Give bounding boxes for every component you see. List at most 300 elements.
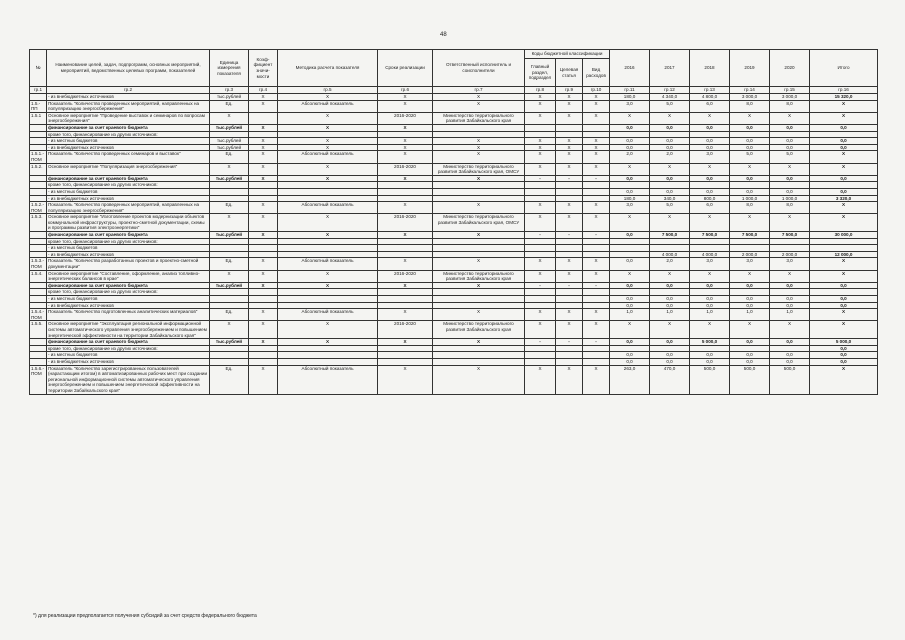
table-cell: 3,0 (610, 202, 650, 214)
table-cell: 0,0 (770, 282, 810, 289)
row-number (30, 282, 47, 289)
table-cell (810, 289, 878, 296)
table-cell: X (433, 144, 525, 151)
table-cell (278, 188, 378, 195)
table-cell: 1,0 (650, 309, 690, 321)
table-cell: 0,0 (650, 339, 690, 346)
table-cell: X (278, 321, 378, 339)
table-cell: 0,0 (650, 282, 690, 289)
table-cell (770, 345, 810, 352)
table-cell: 5,0 (650, 202, 690, 214)
row-number (30, 251, 47, 258)
table-cell (278, 358, 378, 365)
header-name: Наименование целей, задач, подпрограмм, основных мероприятий, мероприятий, ведомственных целевых программ, показателей (47, 50, 210, 87)
table-cell: X (690, 163, 730, 175)
table-cell (210, 238, 249, 245)
table-cell: X (249, 175, 278, 182)
table-cell (583, 182, 610, 189)
table-cell: 0,0 (730, 296, 770, 303)
table-cell (556, 182, 583, 189)
table-cell: - (525, 282, 556, 289)
table-cell: 0,0 (610, 302, 650, 309)
row-name: - из внебюджетных источников (47, 358, 210, 365)
table-cell (650, 238, 690, 245)
table-cell (378, 238, 433, 245)
table-cell: 0,0 (610, 138, 650, 145)
table-cell: X (378, 151, 433, 163)
table-cell: X (583, 144, 610, 151)
table-cell: Абсолютный показатель (278, 202, 378, 214)
table-cell (249, 182, 278, 189)
table-cell: 12 000,0 (810, 251, 878, 258)
table-cell (730, 289, 770, 296)
row-name: финансирование за счет краевого бюджета (47, 282, 210, 289)
header-codes: Коды бюджетной классификации (525, 50, 610, 59)
table-cell: X (210, 270, 249, 282)
table-cell: X (690, 112, 730, 124)
table-cell: 8,0 (730, 202, 770, 214)
table-cell: X (556, 144, 583, 151)
table-cell (650, 345, 690, 352)
row-number (30, 238, 47, 245)
table-cell (730, 131, 770, 138)
row-name: кроме того, финансирование из других источников: (47, 182, 210, 189)
table-cell: Министерство территориального развития Забайкальского края (433, 321, 525, 339)
table-cell: - (556, 282, 583, 289)
table-cell (525, 131, 556, 138)
table-cell: Ед. (210, 258, 249, 270)
table-cell: X (556, 100, 583, 112)
table-cell (525, 251, 556, 258)
table-cell: 3,0 (610, 100, 650, 112)
table-cell (690, 245, 730, 252)
table-cell (378, 352, 433, 359)
table-cell (378, 296, 433, 303)
table-cell: Ед. (210, 202, 249, 214)
table-cell: X (810, 309, 878, 321)
table-cell: X (378, 175, 433, 182)
table-row (30, 163, 878, 175)
table-cell: 0,0 (650, 175, 690, 182)
row-number (30, 352, 47, 359)
table-cell: 0,0 (610, 124, 650, 131)
table-cell: Министерство территориального развития Забайкальского края (433, 112, 525, 124)
table-cell: 0,0 (810, 345, 878, 352)
table-cell: X (278, 232, 378, 239)
row-number (30, 188, 47, 195)
table-cell: Ед. (210, 365, 249, 394)
table-cell (249, 358, 278, 365)
table-cell (378, 345, 433, 352)
table-cell (556, 131, 583, 138)
table-cell: 7 500,0 (730, 232, 770, 239)
row-name: Показатель "Количество проведенных семинаров и выставок" (47, 151, 210, 163)
table-cell: X (556, 112, 583, 124)
row-name: финансирование за счет краевого бюджета (47, 124, 210, 131)
table-cell: 5 000,0 (690, 339, 730, 346)
table-cell (210, 302, 249, 309)
table-cell (690, 345, 730, 352)
table-cell (278, 131, 378, 138)
table-cell (556, 251, 583, 258)
table-cell (583, 131, 610, 138)
table-cell (433, 182, 525, 189)
page-number: 48 (440, 32, 447, 38)
table-cell: 4 340,0 (650, 94, 690, 101)
table-cell: 0,0 (610, 188, 650, 195)
table-cell (650, 245, 690, 252)
row-number: 1.5.4. (30, 270, 47, 282)
table-cell: X (556, 258, 583, 270)
table-cell (278, 296, 378, 303)
table-cell (249, 188, 278, 195)
table-cell: 2016-2020 (378, 112, 433, 124)
table-cell: 2016-2020 (378, 163, 433, 175)
table-cell: 3,0 (690, 258, 730, 270)
table-cell (249, 238, 278, 245)
table-cell: X (583, 163, 610, 175)
row-name: Основное мероприятие "Эксплуатация региональной информационной системы автоматического управления энергосбережением и повышением энергетической эффективности на территории Забайкальского края" (47, 321, 210, 339)
table-cell: X (249, 309, 278, 321)
table-cell: X (249, 151, 278, 163)
table-cell: X (810, 365, 878, 394)
table-cell: 0,0 (730, 144, 770, 151)
row-number (30, 195, 47, 202)
table-cell: X (556, 214, 583, 232)
table-cell (278, 345, 378, 352)
table-cell (810, 131, 878, 138)
table-cell (210, 352, 249, 359)
table-cell: X (770, 214, 810, 232)
table-cell: 0,0 (730, 175, 770, 182)
table-cell (433, 251, 525, 258)
table-cell (433, 188, 525, 195)
table-cell: 0,0 (810, 282, 878, 289)
table-cell: X (810, 321, 878, 339)
table-cell: 0,0 (650, 138, 690, 145)
row-number: 1.5.1 (30, 112, 47, 124)
table-cell: X (433, 100, 525, 112)
table-cell (556, 358, 583, 365)
table-cell: X (278, 282, 378, 289)
table-cell: 15 320,0 (810, 94, 878, 101)
table-cell: X (249, 163, 278, 175)
table-cell (730, 245, 770, 252)
table-row (30, 352, 878, 359)
table-cell: X (433, 151, 525, 163)
row-number: 1.5.-ПП (30, 100, 47, 112)
table-cell: 0,0 (650, 358, 690, 365)
table-cell (378, 289, 433, 296)
table-cell: тыс.рублей (210, 339, 249, 346)
table-cell: X (525, 144, 556, 151)
table-cell: 2016-2020 (378, 214, 433, 232)
column-index-cell: гр.14 (730, 87, 770, 94)
row-number (30, 94, 47, 101)
column-index-cell: гр.10 (583, 87, 610, 94)
table-cell (610, 245, 650, 252)
table-cell: X (378, 232, 433, 239)
table-cell (650, 131, 690, 138)
table-row (30, 214, 878, 232)
table-cell (556, 345, 583, 352)
row-number: 1.5.3.-ПОМ (30, 258, 47, 270)
table-cell: 0,0 (690, 352, 730, 359)
table-cell: - (556, 339, 583, 346)
table-cell (278, 238, 378, 245)
table-cell (610, 238, 650, 245)
table-cell: X (610, 214, 650, 232)
table-cell (378, 131, 433, 138)
row-name: Показатель "Количество зарегистрированных пользователей (нарастающим итогом) в автоматизированных рабочих мест при создании региональной информационной системы автоматического управления энергосбережением и повышением энергетической эффективности на территории Забайкальского края" (47, 365, 210, 394)
table-cell: X (583, 258, 610, 270)
table-cell: X (690, 270, 730, 282)
table-row (30, 302, 878, 309)
table-cell: X (249, 202, 278, 214)
table-row (30, 151, 878, 163)
table-cell: X (770, 270, 810, 282)
table-cell (556, 124, 583, 131)
table-cell: X (525, 94, 556, 101)
table-cell (556, 245, 583, 252)
table-cell: X (278, 175, 378, 182)
column-index-cell: гр.9 (556, 87, 583, 94)
table-cell: X (525, 365, 556, 394)
table-cell: X (433, 339, 525, 346)
table-cell: 7 500,0 (770, 232, 810, 239)
header-code-section: Главный раздел, подраздел (525, 59, 556, 87)
table-cell: X (433, 309, 525, 321)
table-cell: 0,0 (730, 352, 770, 359)
table-cell: X (525, 151, 556, 163)
table-row (30, 131, 878, 138)
table-cell: X (278, 144, 378, 151)
table-cell (278, 302, 378, 309)
table-cell: 0,0 (650, 188, 690, 195)
table-cell (770, 182, 810, 189)
table-cell: X (433, 138, 525, 145)
table-cell: 5,0 (730, 151, 770, 163)
table-cell: X (525, 163, 556, 175)
row-name: Показатель "Количество проведенных мероприятий, направленных на популяризацию энергосбережения" (47, 100, 210, 112)
table-cell: X (583, 202, 610, 214)
row-number (30, 296, 47, 303)
table-cell: 2 000,0 (770, 251, 810, 258)
table-cell: 0,0 (610, 232, 650, 239)
table-cell: X (610, 112, 650, 124)
row-name: финансирование за счет краевого бюджета (47, 339, 210, 346)
table-cell (690, 182, 730, 189)
table-cell (249, 289, 278, 296)
table-cell: X (770, 112, 810, 124)
header-year: 2016 (610, 50, 650, 87)
table-cell: X (249, 270, 278, 282)
table-cell: X (583, 270, 610, 282)
table-cell: Министерство территориального развития Забайкальского края, ОМСУ (433, 214, 525, 232)
table-cell: X (210, 321, 249, 339)
table-cell: 3,0 (690, 151, 730, 163)
header-total: Итого (810, 50, 878, 87)
table-cell: X (730, 321, 770, 339)
table-cell (610, 251, 650, 258)
table-cell: X (249, 94, 278, 101)
table-cell: - (583, 282, 610, 289)
table-cell (556, 352, 583, 359)
table-cell: X (810, 163, 878, 175)
row-number (30, 302, 47, 309)
table-cell: X (556, 309, 583, 321)
table-cell (690, 238, 730, 245)
table-cell (210, 245, 249, 252)
table-cell: 1 000,0 (730, 195, 770, 202)
row-name: Показатель "Количество разработанных проектов и проектно-сметной документации" (47, 258, 210, 270)
column-index-cell: гр.6 (378, 87, 433, 94)
table-cell (556, 302, 583, 309)
row-name: кроме того, финансирование из других источников: (47, 345, 210, 352)
table-cell: 0,0 (690, 124, 730, 131)
column-index-cell: гр.1 (30, 87, 47, 94)
column-index-cell: гр.4 (249, 87, 278, 94)
table-cell (583, 124, 610, 131)
table-cell (433, 358, 525, 365)
table-cell: X (810, 270, 878, 282)
table-cell: X (433, 202, 525, 214)
table-cell (210, 345, 249, 352)
table-cell (770, 238, 810, 245)
table-cell: 1,0 (730, 309, 770, 321)
header-year: 2020 (770, 50, 810, 87)
table-cell (810, 182, 878, 189)
table-row (30, 365, 878, 394)
table-cell: тыс.рублей (210, 138, 249, 145)
row-number: 1.5.2.-ПОМ (30, 202, 47, 214)
table-cell (525, 345, 556, 352)
table-cell: X (525, 202, 556, 214)
row-name: Показатель "Количество подготовленных аналитических материалов" (47, 309, 210, 321)
table-row (30, 124, 878, 131)
table-cell: 0,0 (810, 124, 878, 131)
table-row (30, 289, 878, 296)
table-cell: X (610, 163, 650, 175)
table-cell: 0,0 (770, 175, 810, 182)
table-row (30, 175, 878, 182)
table-cell: X (249, 214, 278, 232)
table-cell: X (650, 214, 690, 232)
table-cell: - (583, 339, 610, 346)
table-cell (433, 238, 525, 245)
table-cell: - (525, 339, 556, 346)
table-cell: X (278, 339, 378, 346)
table-cell: 0,0 (730, 339, 770, 346)
table-cell (690, 131, 730, 138)
column-index-cell: гр.2 (47, 87, 210, 94)
header-terms: Сроки реализации (378, 50, 433, 87)
table-cell: 3 000,0 (770, 94, 810, 101)
header-code-expense: Вид расходов (583, 59, 610, 87)
table-row (30, 138, 878, 145)
table-cell: 0,0 (690, 282, 730, 289)
table-cell: X (525, 258, 556, 270)
table-cell (278, 352, 378, 359)
table-row (30, 245, 878, 252)
table-cell: 0,0 (730, 302, 770, 309)
row-name: - из местных бюджетов (47, 245, 210, 252)
table-cell: 0,0 (690, 144, 730, 151)
table-cell: X (610, 270, 650, 282)
table-cell: X (556, 321, 583, 339)
table-cell: 2016-2020 (378, 321, 433, 339)
table-cell: X (583, 321, 610, 339)
table-row (30, 270, 878, 282)
table-cell (210, 195, 249, 202)
table-cell: тыс.рублей (210, 282, 249, 289)
table-cell: X (525, 321, 556, 339)
column-index-cell: гр.5 (278, 87, 378, 94)
row-number (30, 175, 47, 182)
table-row (30, 321, 878, 339)
table-cell (525, 358, 556, 365)
table-cell: X (278, 163, 378, 175)
table-cell: X (650, 163, 690, 175)
table-cell (378, 245, 433, 252)
table-cell: 180,0 (610, 195, 650, 202)
table-cell (583, 188, 610, 195)
header-year: 2019 (730, 50, 770, 87)
table-cell: 0,0 (730, 138, 770, 145)
table-cell (378, 358, 433, 365)
table-cell: X (278, 214, 378, 232)
table-body (30, 87, 878, 395)
row-number (30, 182, 47, 189)
row-number (30, 232, 47, 239)
header-unit: Единица измерения показателя (210, 50, 249, 87)
row-name: - из местных бюджетов (47, 188, 210, 195)
table-cell (730, 345, 770, 352)
table-cell (556, 238, 583, 245)
table-cell: 0,0 (810, 138, 878, 145)
table-cell: 0,0 (810, 296, 878, 303)
table-cell (378, 302, 433, 309)
table-cell: 1,0 (610, 309, 650, 321)
table-cell: 500,0 (730, 365, 770, 394)
row-name: кроме того, финансирование из других источников: (47, 289, 210, 296)
table-cell (650, 182, 690, 189)
table-cell (249, 302, 278, 309)
table-cell (810, 238, 878, 245)
table-cell: 0,0 (610, 258, 650, 270)
table-cell: X (583, 309, 610, 321)
table-cell: 0,0 (610, 282, 650, 289)
table-cell: X (810, 202, 878, 214)
table-row (30, 182, 878, 189)
table-cell: 0,0 (810, 358, 878, 365)
table-row (30, 251, 878, 258)
table-cell (610, 182, 650, 189)
table-cell (210, 131, 249, 138)
table-cell (210, 289, 249, 296)
table-cell: 0,0 (610, 175, 650, 182)
table-cell: X (378, 202, 433, 214)
table-cell: 0,0 (770, 358, 810, 365)
table-cell (556, 195, 583, 202)
table-cell: 0,0 (810, 175, 878, 182)
table-cell: X (210, 214, 249, 232)
table-cell: 1,0 (770, 309, 810, 321)
table-cell: X (525, 112, 556, 124)
table-cell (278, 289, 378, 296)
table-cell (249, 195, 278, 202)
table-cell: 2 000,0 (730, 251, 770, 258)
